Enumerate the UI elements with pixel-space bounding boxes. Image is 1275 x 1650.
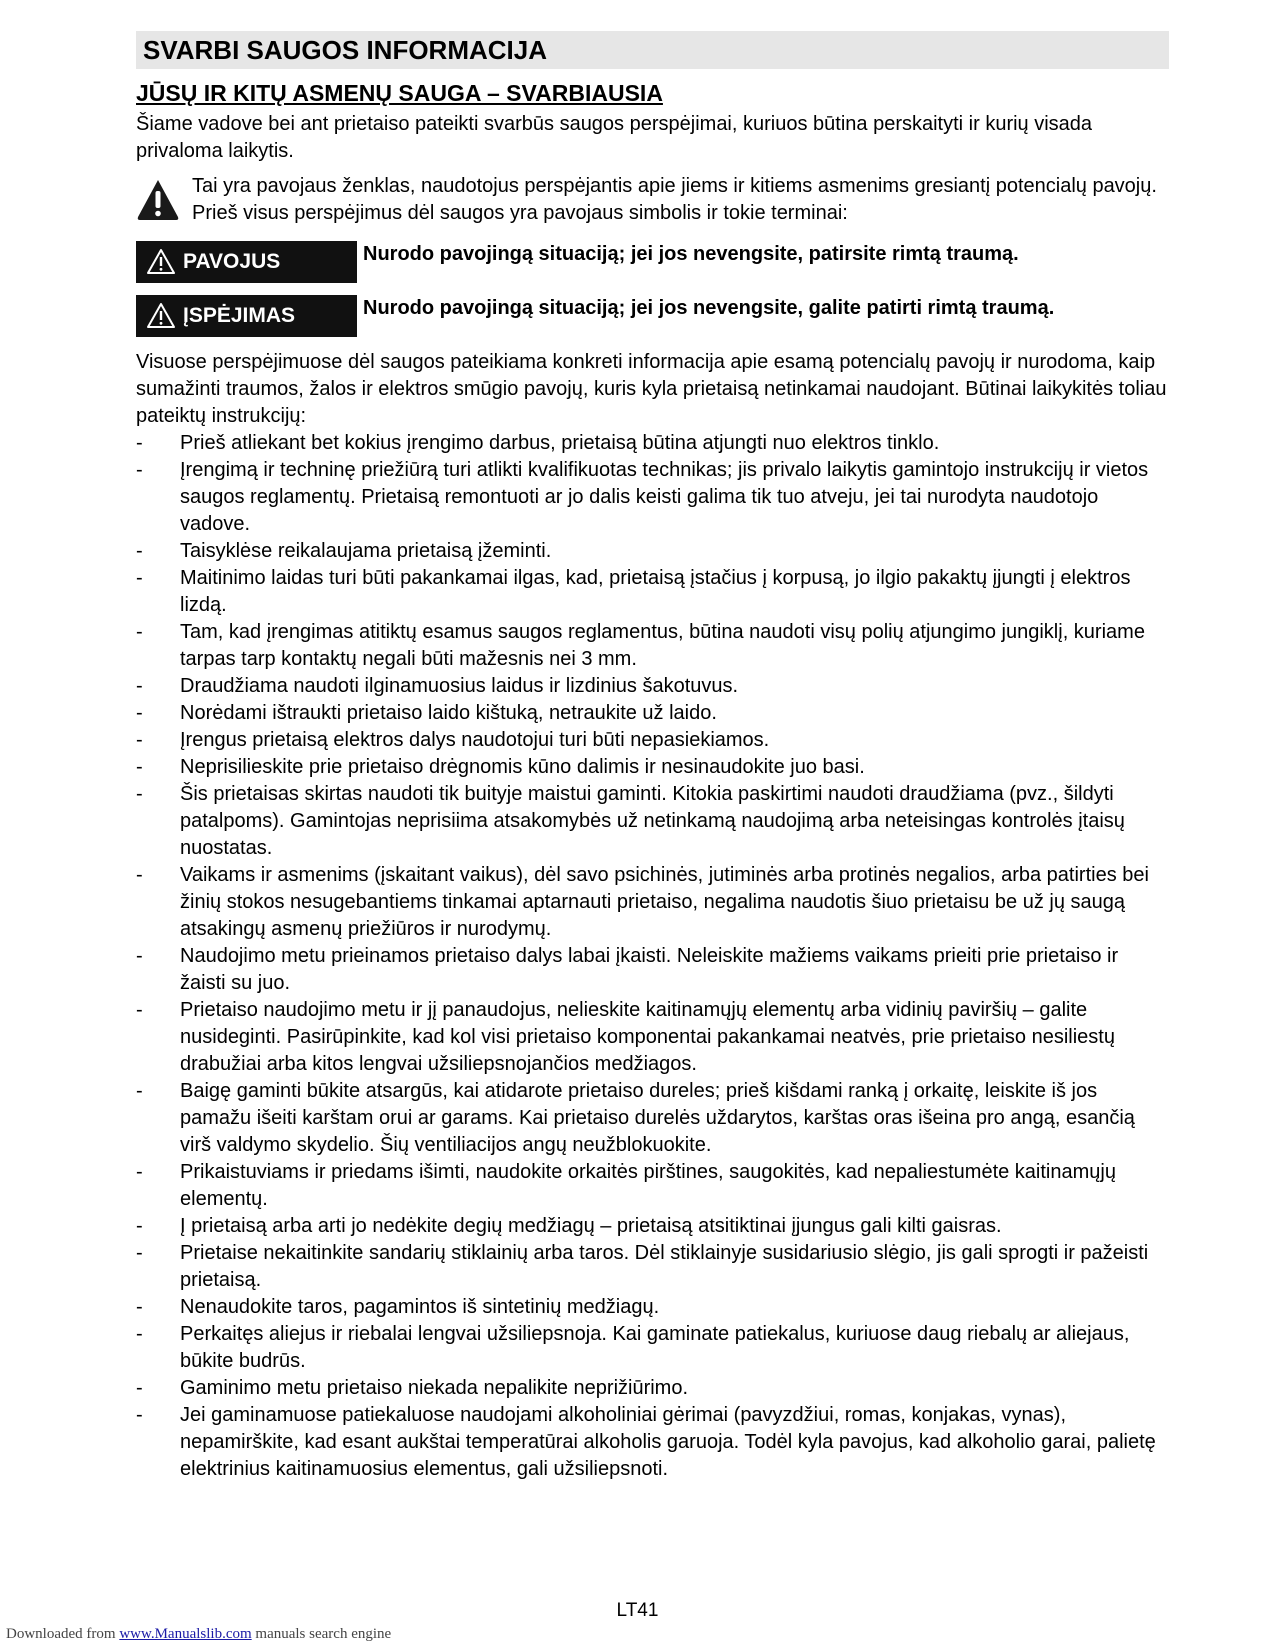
warning-triangle-icon (136, 177, 180, 223)
bullet-marker: - (136, 1404, 143, 1426)
subheading: JŪSŲ IR KITŲ ASMENŲ SAUGA – SVARBIAUSIA (136, 80, 663, 106)
list-item-text: Jei gaminamuose patiekaluose naudojami alkoholiniai gėrimai (pavyzdžiui, romas, konjakas, vynas), nepamirškite, kad esant aukštai temperatūrai alkoholis garuoja. Todėl kyla pavojus, kad alkoholio garai, palietę elektrinius kaitinamuosius elementus, gali užsiliepsnoti. (180, 1404, 1156, 1480)
list-item (136, 619, 1169, 673)
bullet-marker: - (136, 432, 143, 454)
bullet-marker: - (136, 756, 143, 778)
danger-badge (136, 241, 357, 283)
list-item (136, 538, 1169, 565)
bullet-marker: - (136, 1215, 143, 1237)
download-footer (6, 1626, 391, 1643)
list-item-text: Norėdami ištraukti prietaiso laido kištuką, netraukite už laido. (180, 702, 717, 724)
section-title: SVARBI SAUGOS INFORMACIJA (136, 31, 1169, 69)
list-item (136, 700, 1169, 727)
warning-badge (136, 295, 357, 337)
safety-instructions-list (136, 430, 1169, 1483)
list-item-text: Draudžiama naudoti ilginamuosius laidus ir lizdinius šakotuvus. (180, 675, 739, 697)
bullet-marker: - (136, 459, 143, 481)
hazard-symbol-text: Tai yra pavojaus ženklas, naudotojus perspėjantis apie jiems ir kitiems asmenims gresiantį potencialų pavojų. (192, 175, 1157, 197)
bullet-marker: - (136, 945, 143, 967)
list-item (136, 727, 1169, 754)
list-item-text: Įrengimą ir techninę priežiūrą turi atlikti kvalifikuotas technikas; jis privalo laikytis gamintojo instrukcijų ir vietos saugos reglamentų. Prietaisą remontuoti ar jo dalis keisti galima tik tuo atveju, jei tai nurodyta naudotojo vadove. (180, 459, 1149, 535)
list-item (136, 1375, 1169, 1402)
bullet-marker: - (136, 864, 143, 886)
list-item-text: Naudojimo metu prieinamos prietaiso dalys labai įkaisti. Neleiskite mažiems vaikams prieiti prie prietaiso ir žaisti su juo. (180, 945, 1119, 994)
manualslib-link[interactable]: www.Manualslib.com (119, 1626, 252, 1642)
list-item-text: Šis prietaisas skirtas naudoti tik buityje maistui gaminti. Kitokia paskirtimi naudoti draudžiama (pvz., šildyti patalpoms). Gamintojas neprisiima atsakomybės už netinkamą naudojimą arba neteisingas kontrolės įtaisų nuostatas. (180, 783, 1125, 859)
list-item-text: Maitinimo laidas turi būti pakankamai ilgas, kad, prietaisą įstačius į korpusą, jo ilgio pakaktų įjungti į elektros lizdą. (180, 567, 1131, 616)
list-item (136, 457, 1169, 538)
bullet-marker: - (136, 702, 143, 724)
list-item (136, 1240, 1169, 1294)
danger-description: Nurodo pavojingą situaciją; jei jos nevengsite, patirsite rimtą traumą. (363, 243, 1019, 265)
list-item-text: Gaminimo metu prietaiso niekada nepalikite neprižiūrimo. (180, 1377, 689, 1399)
list-item (136, 997, 1169, 1078)
list-item-text: Baigę gaminti būkite atsargūs, kai atidarote prietaiso dureles; prieš kišdami ranką į orkaitę, leiskite iš jos pamažu išeiti karštam orui ar garams. Kai prietaiso durelės uždarytos, karštas oras išeina pro angą, esančią virš valdymo skydelio. Šių ventiliacijos angų neužblokuokite. (180, 1080, 1135, 1156)
bullet-marker: - (136, 675, 143, 697)
bullet-marker: - (136, 1080, 143, 1102)
bullet-marker: - (136, 567, 143, 589)
list-item (136, 430, 1169, 457)
list-item (136, 1321, 1169, 1375)
list-item (136, 754, 1169, 781)
footer-suffix: manuals search engine (255, 1626, 392, 1642)
list-item-text: Prieš atliekant bet kokius įrengimo darbus, prietaisą būtina atjungti nuo elektros tinklo. (180, 432, 940, 454)
warning-label: ĮSPĖJIMAS (183, 304, 296, 327)
list-item-text: Taisyklėse reikalaujama prietaisą įžeminti. (180, 540, 552, 562)
signal-word-warning (136, 295, 1169, 337)
list-item (136, 1078, 1169, 1159)
list-item (136, 1159, 1169, 1213)
list-item (136, 1294, 1169, 1321)
list-item (136, 565, 1169, 619)
list-item (136, 673, 1169, 700)
list-item-text: Nenaudokite taros, pagamintos iš sintetinių medžiagų. (180, 1296, 660, 1318)
list-item-text: Prikaistuviams ir priedams išimti, naudokite orkaitės pirštines, saugokitės, kad nepaliestumėte kaitinamųjų elementų. (180, 1161, 1116, 1210)
list-item-text: Prietaise nekaitinkite sandarių stiklainių arba taros. Dėl stiklainyje susidariusio slėgio, jis gali sprogti ir pažeisti prietaisą. (180, 1242, 1149, 1291)
hazard-terms-text: Prieš visus perspėjimus dėl saugos yra pavojaus simbolis ir tokie terminai: (192, 202, 848, 224)
list-item (136, 781, 1169, 862)
hazard-symbol-block (136, 173, 1169, 227)
warning-triangle-outline-icon (146, 301, 176, 331)
general-paragraph: Visuose perspėjimuose dėl saugos pateikiama konkreti informacija apie esamą potencialų pavojų ir nurodoma, kaip sumažinti traumos, žalos ir elektros smūgio pavojų, kuris kyla prietaisą netinkamai naudojant. Būtinai laikykitės toliau pateiktų instrukcijų: (136, 351, 1167, 427)
danger-label: PAVOJUS (183, 250, 281, 273)
bullet-marker: - (136, 1161, 143, 1183)
list-item-text: Prietaiso naudojimo metu ir jį panaudojus, nelieskite kaitinamųjų elementų arba vidinių paviršių – galite nusideginti. Pasirūpinkite, kad kol visi prietaiso komponentai pakankamai neatvės, prie prietaiso nesiliestų drabužiai arba kitos lengvai užsiliepsnojančios medžiagos. (180, 999, 1115, 1075)
warning-triangle-outline-icon (146, 247, 176, 277)
list-item-text: Perkaitęs aliejus ir riebalai lengvai užsiliepsnoja. Kai gaminate patiekalus, kuriuose daug riebalų ar aliejaus, būkite budrūs. (180, 1323, 1130, 1372)
list-item-text: Į prietaisą arba arti jo nedėkite degių medžiagų – prietaisą atsitiktinai įjungus gali kilti gaisras. (180, 1215, 1002, 1237)
list-item (136, 1213, 1169, 1240)
footer-prefix: Downloaded from (6, 1626, 116, 1642)
list-item (136, 1402, 1169, 1483)
warning-description: Nurodo pavojingą situaciją; jei jos nevengsite, galite patirti rimtą traumą. (363, 297, 1055, 319)
list-item (136, 862, 1169, 943)
document-page (136, 31, 1169, 1483)
bullet-marker: - (136, 1377, 143, 1399)
bullet-marker: - (136, 1242, 143, 1264)
bullet-marker: - (136, 1323, 143, 1345)
list-item-text: Tam, kad įrengimas atitiktų esamus saugos reglamentus, būtina naudoti visų polių atjungimo jungiklį, kuriame tarpas tarp kontaktų negali būti mažesnis nei 3 mm. (180, 621, 1145, 670)
bullet-marker: - (136, 540, 143, 562)
bullet-marker: - (136, 999, 143, 1021)
bullet-marker: - (136, 783, 143, 805)
signal-word-danger (136, 241, 1169, 283)
page-number: LT41 (616, 1600, 659, 1621)
bullet-marker: - (136, 1296, 143, 1318)
list-item (136, 943, 1169, 997)
intro-paragraph: Šiame vadove bei ant prietaiso pateikti svarbūs saugos perspėjimai, kuriuos būtina perskaityti ir kurių visada privaloma laikytis. (136, 113, 1093, 162)
list-item-text: Vaikams ir asmenims (įskaitant vaikus), dėl savo psichinės, jutiminės arba protinės negalios, arba patirties bei žinių stokos nesugebantiems tinkamai aptarnauti prietaiso, negalima naudotis šiuo prietaisu be už jų saugą atsakingų asmenų priežiūros ir nurodymų. (180, 864, 1149, 940)
list-item-text: Neprisilieskite prie prietaiso drėgnomis kūno dalimis ir nesinaudokite juo basi. (180, 756, 865, 778)
bullet-marker: - (136, 729, 143, 751)
bullet-marker: - (136, 621, 143, 643)
list-item-text: Įrengus prietaisą elektros dalys naudotojui turi būti nepasiekiamos. (180, 729, 770, 751)
